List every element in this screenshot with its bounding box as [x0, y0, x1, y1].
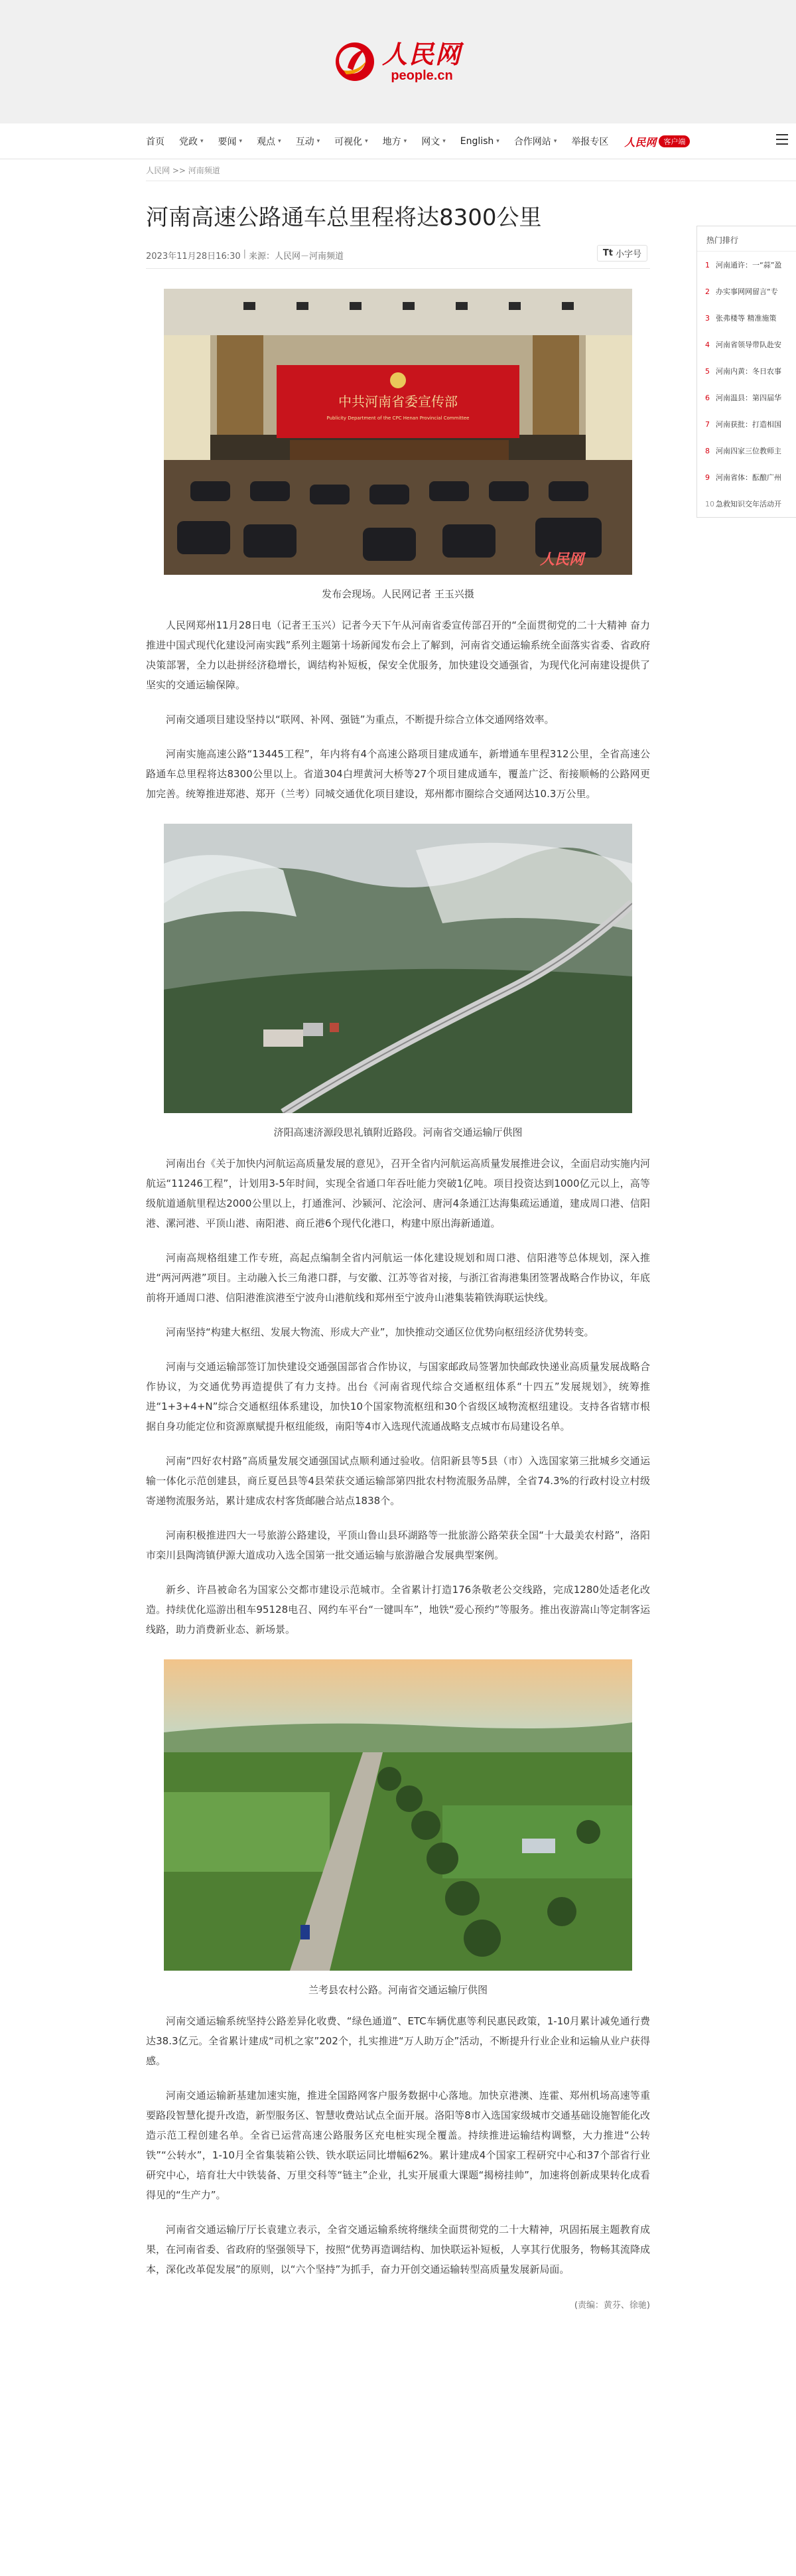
nav-item-8[interactable] — [460, 136, 499, 147]
sidebar-item[interactable] — [697, 411, 796, 437]
photo-caption-2: 济阳高速济源段思礼镇附近路段。河南省交通运输厅供图 — [273, 1126, 523, 1138]
promo-logo-text: 人民网 — [624, 135, 657, 149]
chevron-down-icon: ▾ — [403, 138, 407, 145]
chevron-down-icon: ▾ — [278, 138, 281, 145]
sidebar-item[interactable] — [697, 384, 796, 411]
sidebar-item-rank: 5 — [705, 366, 710, 376]
breadcrumb-section-link[interactable]: 河南频道 — [188, 166, 220, 175]
chevron-down-icon: ▾ — [442, 138, 446, 145]
font-size-icon: Tt — [602, 248, 613, 258]
article-title: 河南高速公路通车总里程将达8300公里 — [146, 204, 542, 231]
nav-item-9[interactable] — [514, 135, 557, 148]
nav-item-label: 地方 — [382, 137, 401, 147]
nav-item-5[interactable] — [334, 135, 368, 148]
article-paragraph: 河南实施高速公路“13445工程”，年内将有4个高速公路项目建成通车，新增通车里程312公里，全省高速公路通车总里程将达8300公里以上。省道304白埋黄河大桥等27个项目建成通车，覆盖广泛、衔接顺畅的公路网更加完善。统筹推进郑港、郑开（兰考）同城交通优化项目建设，郑州都市圈综合交通网达10.3万公里。 — [146, 748, 650, 800]
nav-item-10[interactable] — [571, 135, 608, 148]
breadcrumb-separator: >> — [170, 166, 188, 175]
nav-item-label: 首页 — [146, 137, 165, 147]
rural-road-photo — [164, 1659, 632, 1971]
photo-caption-3: 兰考县农村公路。河南省交通运输厅供图 — [308, 1984, 488, 1996]
chevron-down-icon: ▾ — [316, 138, 320, 145]
nav-item-6[interactable] — [383, 135, 407, 148]
article-paragraph: 河南与交通运输部签订加快建设交通强国部省合作协议，与国家邮政局签署加快邮政快递业高质量发展战略合作协议，为交通优势再造提供了有力支持。出台《河南省现代综合交通枢纽体系“十四五”发展规划》，统筹推进“1+3+4+N”综合交通枢纽体系建设，加快10个国家物流枢纽和30个省级区域物流枢纽建设。支持各省辖市根据自身功能定位和资源禀赋提升枢纽能级，南阳等4市入选现代流通战略支点城市布局建设名单。 — [146, 1361, 650, 1432]
sidebar-item-label: 河南通许：一“蒜”盈 — [716, 261, 782, 269]
app-download-promo[interactable] — [624, 134, 690, 149]
top-nav — [0, 123, 796, 159]
breadcrumb — [146, 165, 220, 176]
banner-sign-text: 中共河南省委宣传部 — [338, 394, 458, 410]
sidebar-item-rank: 8 — [705, 446, 710, 455]
press-conference-image — [164, 289, 632, 575]
sidebar-item-label: 河南四家三位教师主 — [716, 447, 781, 455]
article — [146, 202, 650, 2311]
chevron-down-icon: ▾ — [496, 138, 499, 145]
article-paragraph: 河南交通项目建设坚持以“联网、补网、强链”为重点，不断提升综合立体交通网络效率。 — [166, 714, 555, 725]
sidebar-item-rank: 2 — [705, 287, 710, 296]
sidebar-title: 热门排行 — [697, 226, 796, 252]
promo-badge: 客户端 — [659, 135, 690, 147]
nav-item-label: 网文 — [421, 137, 440, 147]
sidebar-item-label: 河南获批：打造相国 — [716, 420, 781, 429]
people-logo-icon — [334, 41, 375, 82]
photo-caption-1: 发布会现场。人民网记者 王玉兴摄 — [322, 588, 474, 600]
sidebar-item[interactable] — [697, 305, 796, 331]
article-paragraph: 河南交通运输新基建加速实施，推进全国路网客户服务数据中心落地。加快京港澳、连霍、郑州机场高速等重要路段智慧化提升改造，新型服务区、智慧收费站试点全面开展。洛阳等8市入选国家级城市交通基础设施智能化改造示范工程创建名单。全省已运营高速公路服务区充电桩实现全覆盖。持续推进运输结构调整，大力推进“公转铁”“公转水”，1-10月全省集装箱公铁、铁水联运同比增幅62%。累计建成4个国家工程研究中心和37个部省行业研究中心，培育壮大中铁装备、万里交科等“链主”企业，扎实开展重大课题“揭榜挂帅”，加速将创新成果转化成看得见的“生产力”。 — [146, 2089, 650, 2201]
sidebar-item-label: 急救知识交年活动开 — [716, 500, 781, 508]
nav-item-3[interactable] — [257, 135, 281, 148]
article-source-link[interactable]: 人民网－河南频道 — [275, 252, 344, 262]
photo-watermark: 人民网 — [539, 551, 584, 568]
nav-item-label: English — [460, 136, 494, 147]
nav-item-label: 观点 — [257, 137, 276, 147]
sidebar-item-label: 张弗楼等 精准施策 — [716, 314, 777, 323]
article-editor: (责编：黄芬、徐驰) — [574, 2301, 650, 2311]
logo-en-text: people.cn — [391, 68, 453, 83]
sidebar-item[interactable] — [697, 437, 796, 464]
sidebar-item[interactable] — [697, 252, 796, 278]
logo-cn-text: 人民网 — [381, 39, 462, 69]
sidebar-item[interactable] — [697, 358, 796, 384]
press-conference-photo — [164, 289, 632, 575]
expressway-photo — [164, 824, 632, 1113]
article-paragraph: 河南坚持“构建大枢纽、发展大物流、形成大产业”，加快推动交通区位优势向枢纽经济优势转变。 — [166, 1326, 594, 1338]
breadcrumb-home-link[interactable]: 人民网 — [146, 166, 170, 175]
sidebar-item-rank: 9 — [705, 473, 710, 482]
nav-item-label: 合作网站 — [513, 137, 551, 147]
sidebar-item-label: 河南省领导带队赴安 — [716, 341, 781, 349]
banner-sign-en: Publicity Department of the CPC Henan Provincial Committee — [326, 416, 470, 421]
sidebar-item-rank: 10 — [705, 499, 714, 508]
article-paragraph: 河南省交通运输厅厅长袁建立表示，全省交通运输系统将继续全面贯彻党的二十大精神，巩固拓展主题教育成果，在河南省委、省政府的坚强领导下，按照“优势再造调结构、加快联运补短板，人享其行优服务，物畅其流降成本，深化改革促发展”的原则，以“六个坚持”为抓手，奋力开创交通运输转型高质量发展新局面。 — [146, 2224, 650, 2275]
expressway-image — [164, 824, 632, 1113]
sidebar-item-rank: 6 — [705, 393, 710, 402]
article-paragraph: 河南积极推进四大一号旅游公路建设，平顶山鲁山县环湖路等一批旅游公路荣获全国“十大最美农村路”，洛阳市栾川县陶湾镇伊源大道成功入选全国第一批交通运输与旅游融合发展典型案例。 — [146, 1529, 650, 1561]
sidebar-item-label: 河南内黄：冬日农事 — [716, 367, 781, 376]
chevron-down-icon: ▾ — [553, 138, 557, 145]
article-paragraph: 人民网郑州11月28日电（记者王玉兴）记者今天下午从河南省委宣传部召开的“全面贯彻党的二十大精神 奋力推进中国式现代化建设河南实践”系列主题第十场新闻发布会上了解到，河南省交通运输系统全面落实省委、省政府决策部署，全力以赴拼经济稳增长，调结构补短板，保安全优服务，加快建设交通强省，为现代化河南建设提供了坚实的交通运输保障。 — [146, 619, 650, 691]
nav-item-label: 党政 — [179, 137, 198, 147]
nav-item-7[interactable] — [421, 135, 446, 148]
nav-item-1[interactable] — [179, 135, 204, 148]
header-logo-band — [0, 0, 796, 123]
chevron-down-icon: ▾ — [365, 138, 368, 145]
nav-item-label: 互动 — [295, 137, 314, 147]
sidebar-item-rank: 4 — [705, 340, 710, 349]
article-meta — [146, 249, 650, 269]
article-paragraph: 河南“四好农村路”高质量发展交通强国试点顺利通过验收。信阳新县等5县（市）入选国家第三批城乡交通运输一体化示范创建县，商丘夏邑县等4县荣获交通运输部第四批农村物流服务品牌，全省74.3%的行政村设立村级寄递物流服务站，累计建成农村客货邮融合站点1838个。 — [146, 1455, 650, 1507]
rural-road-image — [164, 1659, 632, 1971]
article-paragraph: 河南高规格组建工作专班，高起点编制全省内河航运一体化建设规划和周口港、信阳港等总体规划，深入推进“两河两港”项目。主动融入长三角港口群，与安徽、江苏等省对接，与浙江省海港集团签署战略合作协议，年底前将开通周口港、信阳港淮滨港至宁波舟山港航线和郑州至宁波舟山港集装箱铁海联运快线。 — [146, 1252, 650, 1304]
chevron-down-icon: ▾ — [239, 138, 243, 145]
sidebar-item-rank: 1 — [705, 260, 710, 269]
article-source-label: 来源： — [249, 252, 275, 262]
sidebar-item-label: 办实事网网留言“专 — [716, 287, 778, 296]
sidebar-item-rank: 3 — [705, 313, 710, 323]
article-paragraph: 河南出台《关于加快内河航运高质量发展的意见》，召开全省内河航运高质量发展推进会议，全面启动实施内河航运“11246工程”，计划用3-5年时间，实现全省通口年吞吐能力突破1亿吨。项目投资达到1000亿元以上，高等级航道通航里程达2000公里以上，打通淮河、沙颍河、沱浍河、唐河4条通江达海集疏运通道，建成周口港、信阳港、漯河港、平顶山港、南阳港、商丘港6个现代化港口，构建中原出海新通道。 — [146, 1158, 650, 1229]
font-size-label: 小字号 — [615, 250, 641, 260]
sidebar-item-label: 河南省体：酝酿广州 — [716, 473, 781, 482]
sidebar-item-label: 河南温县：第四届华 — [716, 394, 781, 402]
sidebar-item-rank: 7 — [705, 419, 710, 429]
sidebar-item[interactable] — [697, 331, 796, 358]
people-logo[interactable] — [334, 40, 462, 83]
article-paragraph: 河南交通运输系统坚持公路差异化收费、“绿色通道”、ETC车辆优惠等利民惠民政策，1-10月累计减免通行费达38.3亿元。全省累计建成“司机之家”202个，扎实推进“万人助万企”活动，不断提升行业企业和运输从业户获得感。 — [146, 2015, 650, 2067]
sidebar-item[interactable] — [697, 278, 796, 305]
font-size-toggle-button[interactable] — [597, 245, 647, 262]
meta-separator: | — [243, 249, 247, 259]
hot-ranking-sidebar — [696, 226, 796, 518]
nav-item-2[interactable] — [218, 135, 243, 148]
article-date: 2023年11月28日16:30 — [146, 252, 241, 262]
hamburger-menu-icon[interactable] — [776, 134, 788, 146]
sidebar-item[interactable] — [697, 464, 796, 491]
nav-item-0[interactable] — [146, 135, 165, 148]
nav-item-label: 可视化 — [334, 137, 363, 147]
article-paragraph: 新乡、许昌被命名为国家公交都市建设示范城市。全省累计打造176条敬老公交线路，完成1280处适老化改造。持续优化巡游出租车95128电召、网约车平台“一键叫车”，地铁“爱心预约”等服务。推出夜游嵩山等定制客运线路，助力消费新业态、新场景。 — [146, 1584, 650, 1635]
nav-item-label: 要闻 — [218, 137, 237, 147]
nav-item-label: 举报专区 — [571, 137, 609, 147]
nav-item-4[interactable] — [296, 135, 320, 148]
chevron-down-icon: ▾ — [200, 138, 204, 145]
sidebar-item[interactable] — [697, 491, 796, 517]
